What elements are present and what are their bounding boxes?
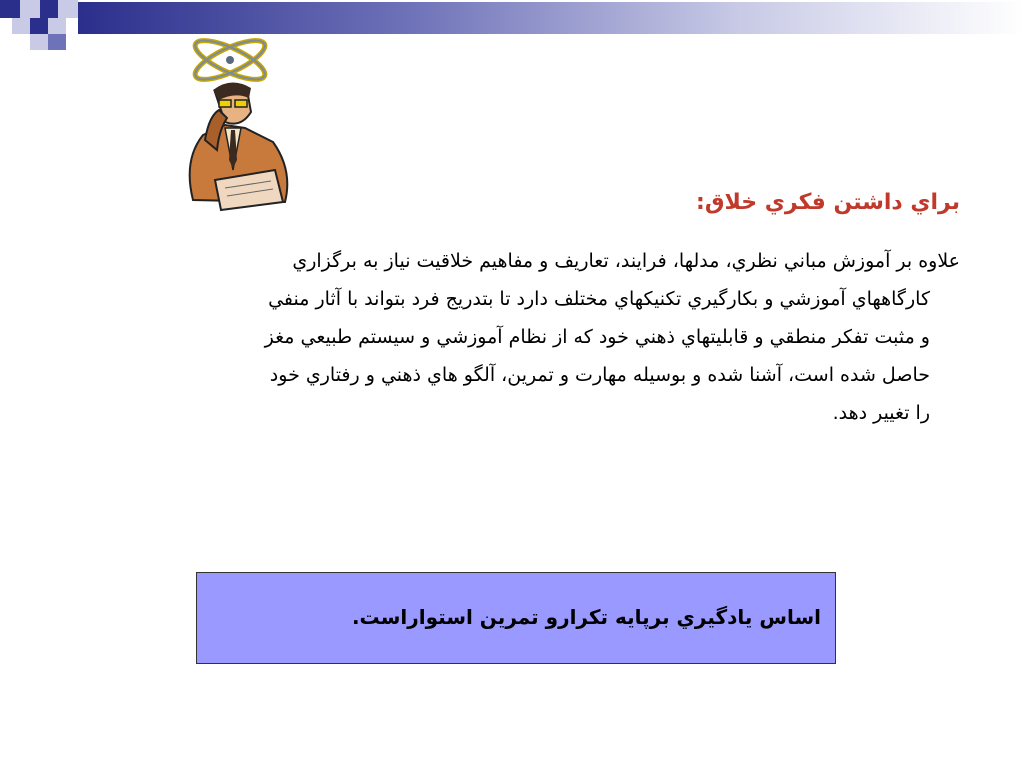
body-line: علاوه بر آموزش مباني نظري، مدلها، فرايند، تعاريف و مفاهيم خلاقيت نياز به برگزاري [292, 250, 960, 272]
body-line: حاصل شده است، آشنا شده و بوسيله مهارت و تمرين، آلگو هاي ذهني و رفتاري خود [269, 364, 930, 386]
banner-square [48, 18, 66, 34]
banner-square [30, 18, 48, 34]
banner-square [20, 0, 40, 18]
body-line: را تغيير دهد. [832, 402, 930, 424]
highlight-note-box [196, 572, 836, 664]
thinking-man-with-atom-icon [175, 30, 305, 220]
banner-square [0, 0, 20, 18]
banner-square [48, 34, 66, 50]
body-line: کارگاههاي آموزشي و بکارگيري تکنيکهاي مختلف دارد تا بتدريج فرد بتواند با آثار منفي [268, 288, 930, 310]
banner-square [12, 18, 30, 34]
decorative-banner [0, 0, 1024, 60]
section-heading: براي داشتن فکري خلاق: [696, 190, 960, 215]
highlight-note-text: اساس يادگيري برپايه تکرارو تمرين استواراست. [351, 605, 821, 629]
banner-square [30, 34, 48, 50]
banner-square [58, 0, 78, 18]
body-paragraph [100, 242, 960, 432]
body-line: و مثبت تفکر منطقي و قابليتهاي ذهني خود که از نظام آموزشي و سيستم طبيعي مغز [264, 326, 930, 348]
banner-square [40, 0, 58, 18]
